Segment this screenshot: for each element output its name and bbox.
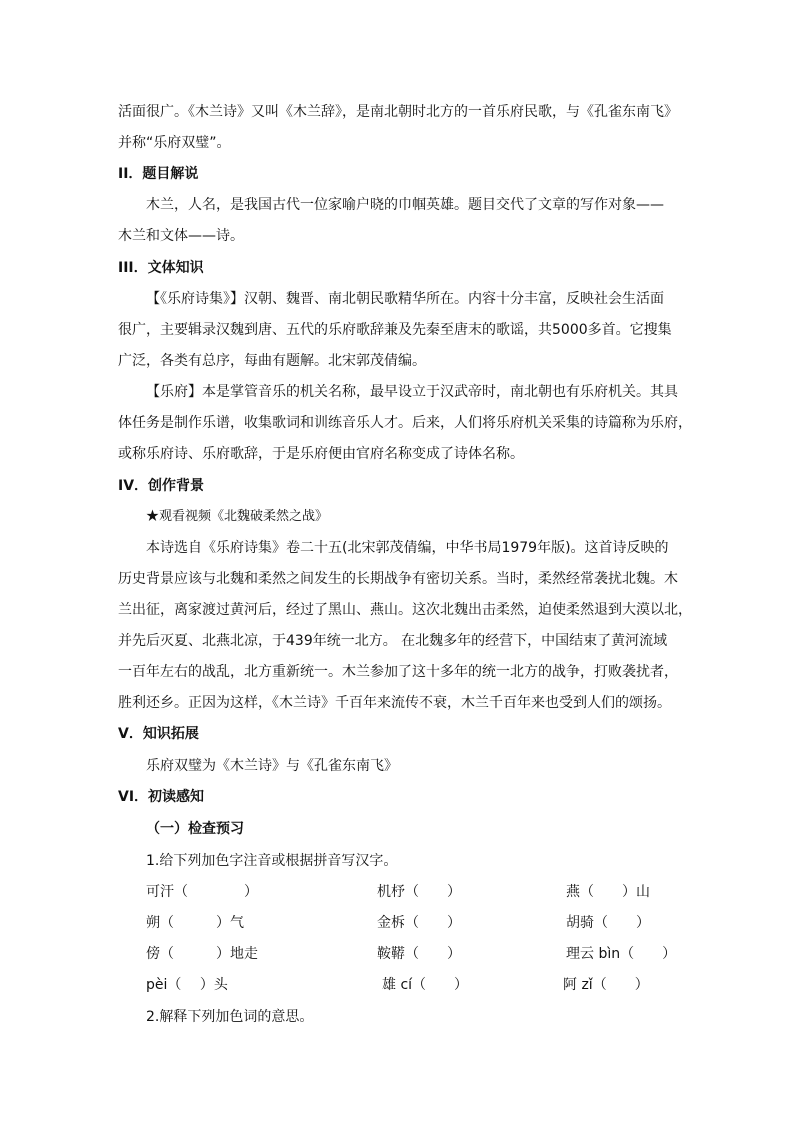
- section-heading-6: VI．初读感知: [118, 789, 205, 805]
- paragraph-line: 兰出征，离家渡过黄河后，经过了黑山、燕山。这次北魏出击柔然，迫使柔然退到大漠以北，: [118, 602, 692, 618]
- pinyin-item: 朔（ ）气: [146, 915, 244, 931]
- pinyin-item: 阿 zǐ（ ）: [563, 977, 649, 993]
- paragraph-line: 并先后灭夏、北燕北凉，于439年统一北方。 在北魏多年的经营下，中国结束了黄河流域: [118, 633, 668, 649]
- question-2: 2.解释下列加色词的意思。: [146, 1009, 314, 1025]
- intro-line-2: 并称“乐府双璧”。: [118, 135, 231, 151]
- paragraph-line: 广泛，各类有总序，每曲有题解。北宋郭茂倩编。: [118, 353, 426, 369]
- pinyin-item: 理云 bìn（ ）: [566, 946, 677, 962]
- pinyin-item: 胡骑（ ）: [566, 915, 650, 931]
- paragraph-line: 一百年左右的战乱，北方重新统一。木兰参加了这十多年的统一北方的战争，打败袭扰者，: [118, 664, 678, 680]
- pinyin-item: pèi（ ）头: [146, 977, 228, 993]
- paragraph-line: 【《乐府诗集》】汉朝、魏晋、南北朝民歌精华所在。内容十分丰富，反映社会生活面: [146, 291, 664, 307]
- paragraph-line: 【乐府】本是掌管音乐的机关名称，最早设立于汉武帝时，南北朝也有乐府机关。其具: [146, 384, 678, 400]
- paragraph-line: 本诗选自《乐府诗集》卷二十五(北宋郭茂倩编，中华书局1979年版)。这首诗反映的: [146, 540, 669, 556]
- paragraph-line: 很广，主要辑录汉魏到唐、五代的乐府歌辞兼及先秦至唐末的歌谣，共5000多首。它搜集: [118, 322, 672, 338]
- video-link[interactable]: ★观看视频《北魏破柔然之战》: [146, 509, 329, 524]
- intro-line-1: 活面很广。《木兰诗》又叫《木兰辞》，是南北朝时北方的一首乐府民歌，与《孔雀东南飞》: [118, 104, 678, 120]
- pinyin-item: 金柝（ ）: [377, 915, 461, 931]
- pinyin-item: 燕（ ）山: [566, 884, 650, 900]
- paragraph-line: 体任务是制作乐谱，收集歌词和训练音乐人才。后来，人们将乐府机关采集的诗篇称为乐府，: [118, 415, 692, 431]
- subsection-heading: （一）检查预习: [146, 821, 244, 837]
- pinyin-item: 可汗（ ）: [146, 884, 258, 900]
- paragraph-line: 历史背景应该与北魏和柔然之间发生的长期战争有密切关系。当时，柔然经常袭扰北魏。木: [118, 571, 678, 587]
- paragraph-line: 木兰，人名，是我国古代一位家喻户晓的巾帼英雄。题目交代了文章的写作对象——: [146, 197, 664, 213]
- paragraph-line: 木兰和文体——诗。: [118, 228, 244, 244]
- paragraph-line: 胜利还乡。正因为这样，《木兰诗》千百年来流传不衰，木兰千百年来也受到人们的颂扬。: [118, 695, 671, 711]
- pinyin-item: 机杼（ ）: [377, 884, 461, 900]
- section-heading-3: III．文体知识: [118, 260, 204, 276]
- section-heading-5: V．知识拓展: [118, 726, 199, 742]
- paragraph-line: 乐府双璧为《木兰诗》与《孔雀东南飞》: [146, 758, 398, 774]
- section-heading-4: IV．创作背景: [118, 478, 205, 494]
- question-1: 1.给下列加色字注音或根据拼音写汉字。: [146, 853, 398, 869]
- section-heading-2: II．题目解说: [118, 166, 199, 182]
- pinyin-item: 鞍鞯（ ）: [377, 946, 461, 962]
- pinyin-item: 傍（ ）地走: [146, 946, 258, 962]
- paragraph-line: 或称乐府诗、乐府歌辞，于是乐府便由官府名称变成了诗体名称。: [118, 446, 524, 462]
- pinyin-item: 雄 cí（ ）: [382, 977, 469, 993]
